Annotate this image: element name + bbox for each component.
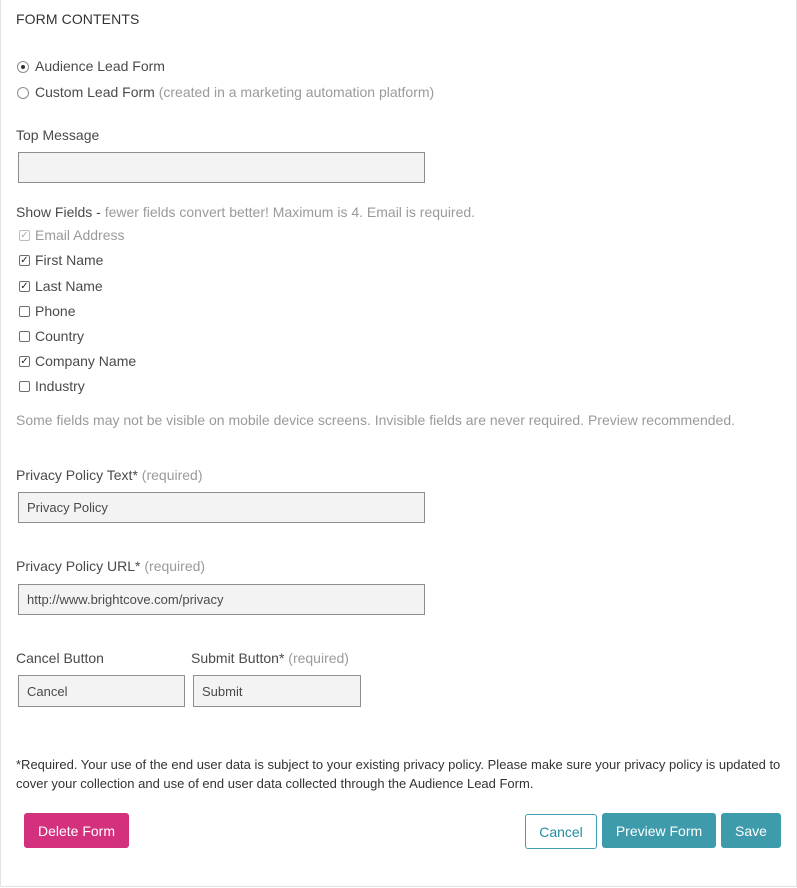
checkbox-last-name-label[interactable]: Last Name [35,278,103,294]
privacy-text-label [16,467,203,483]
required-disclaimer: *Required. Your use of the end user data is subject to your existing privacy policy. Please make sure your privacy policy is updated to cover your collection and use of end user data collected through the Audience Lead Form. [16,757,781,791]
cancel-button-label: Cancel Button [16,650,104,666]
show-fields-hint: fewer fields convert better! Maximum is 4. Email is required. [104,204,476,220]
checkbox-phone-label[interactable]: Phone [35,303,76,319]
top-message-input[interactable] [18,152,425,183]
custom-lead-form-text: Custom Lead Form [35,84,155,100]
cancel-button-input[interactable] [18,675,185,707]
save-button[interactable]: Save [721,813,781,848]
top-message-label: Top Message [16,127,100,143]
cancel-button[interactable]: Cancel [525,814,597,849]
fields-visibility-note: Some fields may not be visible on mobile device screens. Invisible fields are never required. Preview recommended. [16,412,736,428]
privacy-text-required: (required) [141,467,203,483]
radio-audience-lead-form[interactable] [17,61,29,73]
submit-button-label-text: Submit Button* [191,650,285,666]
checkbox-email-address: ✓ [20,229,29,241]
privacy-url-label [16,558,205,574]
checkbox-company-name[interactable]: ✓ [20,355,29,367]
submit-button-required: (required) [288,650,349,666]
radio-custom-lead-form[interactable] [17,87,29,99]
checkbox-last-name[interactable]: ✓ [20,280,29,292]
checkbox-industry[interactable] [19,381,30,392]
radio-custom-lead-form-label[interactable] [35,84,434,100]
radio-audience-lead-form-label[interactable]: Audience Lead Form [35,58,165,74]
submit-button-label [191,650,349,666]
checkbox-first-name-label[interactable]: First Name [35,252,104,268]
preview-form-button[interactable]: Preview Form [602,813,716,848]
checkbox-country-label[interactable]: Country [35,328,85,344]
checkbox-email-address-label: Email Address [35,227,125,243]
show-fields-heading [16,204,475,220]
privacy-url-input[interactable] [18,584,425,615]
checkbox-phone[interactable] [19,306,30,317]
privacy-url-label-text: Privacy Policy URL* [16,558,141,574]
delete-form-button[interactable]: Delete Form [24,813,129,848]
submit-button-input[interactable] [193,675,361,707]
checkbox-first-name[interactable]: ✓ [20,254,29,266]
checkbox-industry-label[interactable]: Industry [35,378,85,394]
checkbox-company-name-label[interactable]: Company Name [35,353,137,369]
privacy-text-input[interactable] [18,492,425,523]
custom-lead-form-hint: (created in a marketing automation platform) [158,84,435,100]
show-fields-label: Show Fields - [16,204,101,220]
privacy-text-label-text: Privacy Policy Text* [16,467,138,483]
privacy-url-required: (required) [144,558,206,574]
checkbox-country[interactable] [19,331,30,342]
section-title: FORM CONTENTS [16,11,140,27]
